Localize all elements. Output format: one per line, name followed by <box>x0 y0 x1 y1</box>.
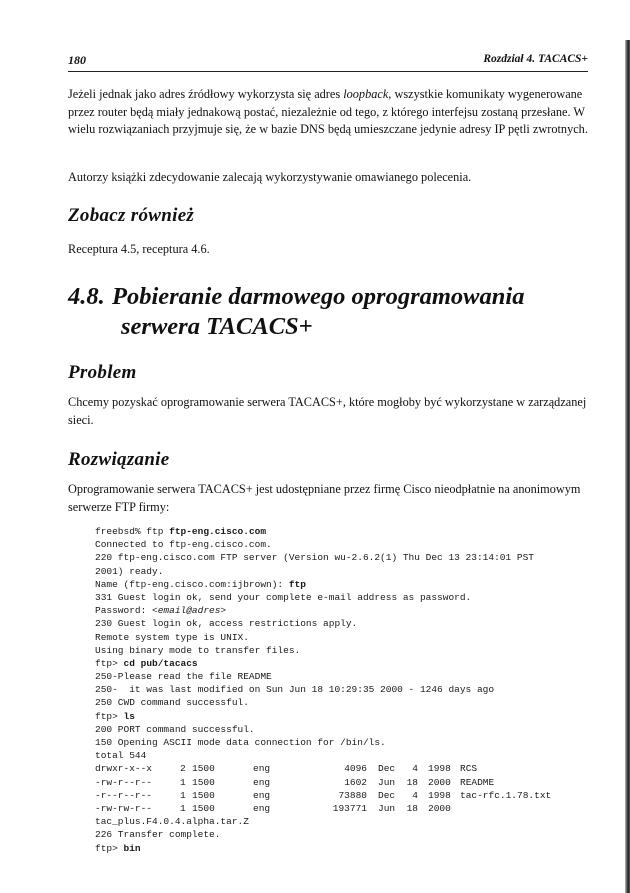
listing-perm: drwxr-x--x <box>95 763 153 775</box>
terminal-line <box>95 749 585 762</box>
listing-year: 1998 <box>428 789 451 801</box>
terminal-line <box>95 723 585 736</box>
output-text: ftp> <box>95 842 124 854</box>
page-header <box>68 53 588 71</box>
terminal-line <box>95 631 585 644</box>
terminal-tail-line <box>95 828 585 841</box>
output-text: Connected to ftp-eng.cisco.com. <box>95 539 272 551</box>
terminal-line <box>95 644 585 657</box>
listing-row <box>95 762 585 775</box>
terminal-line <box>95 591 585 604</box>
terminal-tail-line <box>95 842 585 855</box>
intro-paragraph-2: Autorzy książki zdecydowanie zalecają wykorzystywanie omawianego polecenia. <box>68 170 472 184</box>
output-text: ftp> <box>95 657 124 669</box>
listing-month: Dec <box>378 763 396 775</box>
typed-command: ftp <box>288 578 306 590</box>
listing-month: Dec <box>378 789 396 801</box>
ftp-terminal-listing <box>95 525 585 855</box>
listing-row <box>95 776 585 789</box>
terminal-line <box>95 696 585 709</box>
intro-paragraph-1 <box>68 86 590 139</box>
intro-emphasis: loopback <box>343 87 389 101</box>
output-text: ftp> <box>95 710 124 722</box>
output-text: 331 Guest login ok, send your complete e-mail address as password. <box>95 591 472 603</box>
output-text: 250-Please read the file README <box>95 671 272 683</box>
output-text: 200 PORT command successful. <box>95 723 255 735</box>
section-title-line1: Pobieranie darmowego oprogramowania <box>112 283 525 310</box>
terminal-lines <box>95 525 585 762</box>
problem-heading: Problem <box>68 362 137 383</box>
output-text: 2001) ready. <box>95 565 164 577</box>
terminal-line <box>95 657 585 670</box>
listing-day: 4 <box>412 763 418 775</box>
output-text: 220 ftp-eng.cisco.com FTP server (Version wu-2.6.2(1) Thu Dec 13 23:14:01 PST <box>95 552 534 564</box>
listing-links: 1 <box>180 802 186 814</box>
output-text: 250 CWD command successful. <box>95 697 249 709</box>
typed-command: ftp-eng.cisco.com <box>169 526 267 537</box>
listing-links: 2 <box>180 763 186 775</box>
output-text: 250- it was last modified on Sun Jun 18 10:29:35 2000 - 1246 days ago <box>95 684 495 696</box>
listing-perm: -r--r--r-- <box>95 789 153 801</box>
typed-command: cd pub/tacacs <box>123 657 198 669</box>
listing-month: Jun <box>378 776 396 788</box>
listing-perm: -rw-rw-r-- <box>95 802 153 814</box>
listing-group: eng <box>253 763 271 775</box>
output-text: Remote system type is UNIX. <box>95 631 249 643</box>
listing-perm: -rw-r--r-- <box>95 776 153 788</box>
listing-links: 1 <box>180 776 186 788</box>
listing-owner: 1500 <box>192 776 215 788</box>
listing-day: 4 <box>412 789 418 801</box>
terminal-line <box>95 617 585 630</box>
listing-size: 73880 <box>338 789 367 801</box>
listing-year: 2000 <box>428 776 451 788</box>
directory-listing <box>95 762 585 815</box>
listing-name: RCS <box>460 763 478 775</box>
terminal-line <box>95 710 585 723</box>
scan-edge <box>625 40 630 893</box>
listing-day: 18 <box>406 802 418 814</box>
listing-row <box>95 802 585 815</box>
typed-command: bin <box>123 842 141 854</box>
listing-links: 1 <box>180 789 186 801</box>
output-text: tac_plus.F4.0.4.alpha.tar.Z <box>95 816 249 828</box>
output-text: 150 Opening ASCII mode data connection for /bin/ls. <box>95 737 386 748</box>
listing-owner: 1500 <box>192 789 215 801</box>
terminal-line <box>95 551 585 564</box>
see-also-text: Receptura 4.5, receptura 4.6. <box>68 242 210 256</box>
listing-size: 193771 <box>332 802 367 814</box>
output-text: 230 Guest login ok, access restrictions apply. <box>95 618 358 630</box>
terminal-line <box>95 565 585 578</box>
listing-year: 1998 <box>428 763 451 775</box>
listing-group: eng <box>253 789 271 801</box>
terminal-line <box>95 525 585 538</box>
listing-name: README <box>460 776 495 788</box>
listing-year: 2000 <box>428 802 451 814</box>
output-text: Name (ftp-eng.cisco.com:ijbrown): <box>95 578 289 590</box>
output-text: Using binary mode to transfer files. <box>95 644 301 656</box>
terminal-line <box>95 578 585 591</box>
header-rule <box>68 71 588 72</box>
problem-text: Chcemy pozyskać oprogramowanie serwera TACACS+, które mogłoby być wykorzystane w zarządzanej sieci. <box>68 395 587 427</box>
listing-owner: 1500 <box>192 763 215 775</box>
solution-text: Oprogramowanie serwera TACACS+ jest udostępniane przez firmę Cisco nieodpłatnie na anonimowym serwerze FTP firmy: <box>68 482 581 514</box>
see-also-heading: Zobacz również <box>68 205 195 226</box>
listing-owner: 1500 <box>192 802 215 814</box>
terminal-line <box>95 683 585 696</box>
output-text: freebsd% ftp <box>95 526 170 537</box>
listing-row <box>95 789 585 802</box>
section-title <box>68 282 588 342</box>
solution-heading: Rozwiązanie <box>68 449 170 470</box>
terminal-line <box>95 604 585 617</box>
output-text: Password: <box>95 605 153 617</box>
password-placeholder: <email@adres> <box>152 605 227 617</box>
terminal-tail-line <box>95 815 585 828</box>
section-title-line2: serwera TACACS+ <box>121 313 313 340</box>
listing-day: 18 <box>406 776 418 788</box>
output-text: 226 Transfer complete. <box>95 829 221 841</box>
output-text: total 544 <box>95 750 147 762</box>
page-number: 180 <box>68 53 86 67</box>
listing-group: eng <box>253 776 271 788</box>
terminal-line <box>95 538 585 551</box>
listing-name: tac-rfc.1.78.txt <box>460 789 552 801</box>
listing-size: 4096 <box>344 763 367 775</box>
listing-size: 1602 <box>344 776 367 788</box>
intro-text-1: Jeżeli jednak jako adres źródłowy wykorzysta się adres loopback, wszystkie komunikaty wygenerowane przez router będą miały jednakową postać, niezależnie od tego, z którego interfejsu zostaną przesłane. W wielu rozwiązaniach przyjmuje się, że w bazie DNS będą umieszczane jedynie adresy IP pętli zwrotnych. <box>68 87 588 136</box>
listing-group: eng <box>253 802 271 814</box>
terminal-tail-lines <box>95 815 585 855</box>
running-title: Rozdział 4. TACACS+ <box>483 53 588 65</box>
terminal-line <box>95 736 585 749</box>
terminal-line <box>95 670 585 683</box>
typed-command: ls <box>123 710 135 722</box>
listing-month: Jun <box>378 802 396 814</box>
section-number: 4.8. <box>68 283 105 310</box>
